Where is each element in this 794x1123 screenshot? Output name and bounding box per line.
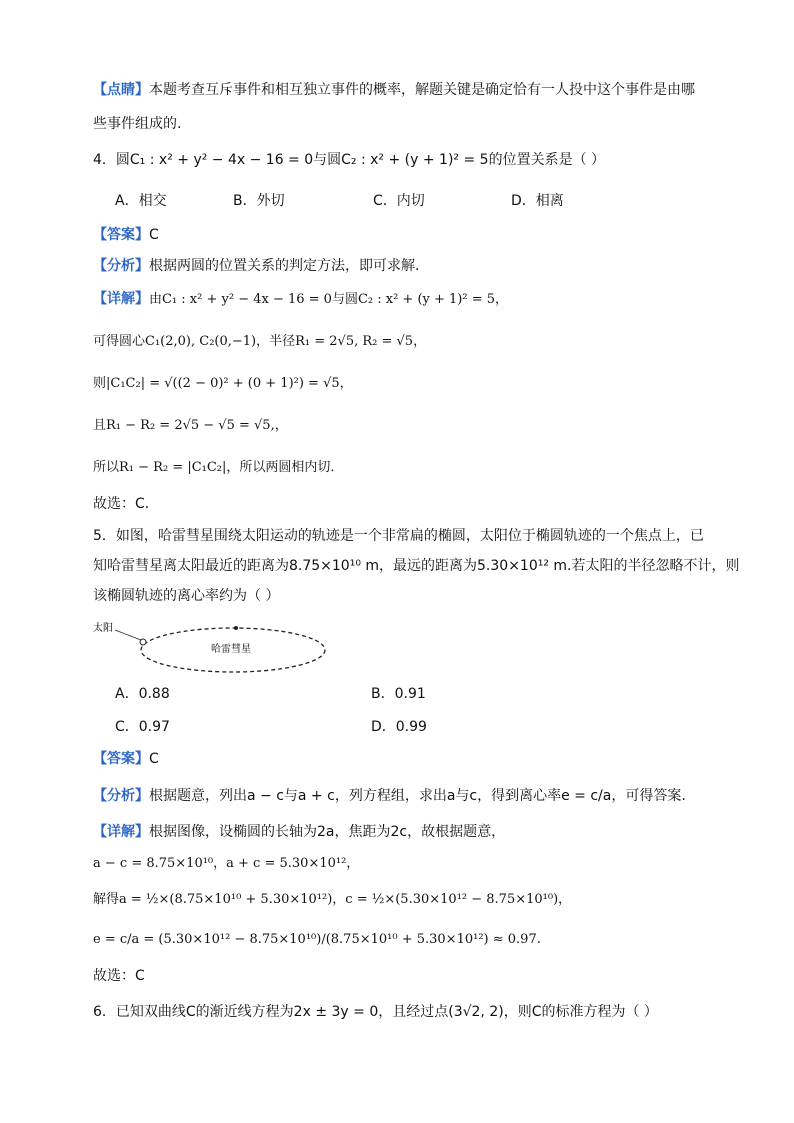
q4-detail-4: 且R₁ − R₂ = 2√5 − √5 = √5,， <box>93 418 288 433</box>
q5-answer-tag: 【答案】 <box>93 751 149 767</box>
q4-answer-tag: 【答案】 <box>93 227 149 243</box>
q4-analysis-tag: 【分析】 <box>93 258 149 274</box>
sun-label: 太阳 <box>93 623 113 634</box>
q5-option-c[interactable]: C．0.97 <box>115 719 170 735</box>
q5-detail-text-1: 根据图像，设椭圆的长轴为2a，焦距为2c，故根据题意， <box>149 824 506 840</box>
q5-detail-tag: 【详解】 <box>93 824 149 840</box>
q5-option-a[interactable]: A．0.88 <box>115 686 170 702</box>
q4-option-a[interactable]: A．相交 <box>115 193 167 209</box>
q4-answer <box>93 225 159 245</box>
q5-detail-2: a − c = 8.75×10¹⁰，a + c = 5.30×10¹²， <box>93 856 360 871</box>
q4-answer-value: C <box>149 227 159 243</box>
q4-option-d[interactable]: D．相离 <box>511 193 564 209</box>
q4-detail-tag: 【详解】 <box>93 291 149 307</box>
q5-detail-5: 故选：C <box>93 968 145 984</box>
q4-analysis-text: 根据两圆的位置关系的判定方法，即可求解． <box>149 258 429 274</box>
halley-orbit-figure <box>93 620 333 680</box>
q4-detail-3: 则|C₁C₂| = √((2 − 0)² + (0 + 1)²) = √5， <box>93 376 353 391</box>
q4-detail-2: 可得圆心C₁(2,0), C₂(0,−1)，半径R₁ = 2√5, R₂ = √5， <box>93 334 427 349</box>
q4-detail-1 <box>93 289 508 310</box>
q4-detail-5: 所以R₁ − R₂ = |C₁C₂|，所以两圆相内切． <box>93 460 344 475</box>
q5-option-b[interactable]: B．0.91 <box>371 686 426 702</box>
q4-option-b[interactable]: B．外切 <box>233 193 285 209</box>
q6-stem: 6．已知双曲线C的渐近线方程为2x ± 3y = 0，且经过点(3√2, 2)，则C的标准方程为（ ） <box>93 1004 658 1020</box>
q5-analysis <box>93 786 686 806</box>
dianjing-line-1 <box>93 80 695 100</box>
q5-answer-value: C <box>149 751 159 767</box>
comet-label: 哈雷彗星 <box>211 644 251 655</box>
q5-detail-4: e = c/a = (5.30×10¹² − 8.75×10¹⁰)/(8.75×10¹⁰ + 5.30×10¹²) ≈ 0.97. <box>93 932 541 947</box>
dianjing-line-2: 些事件组成的. <box>93 116 182 132</box>
comet-marker <box>234 626 238 630</box>
q4-stem: 4．圆C₁ : x² + y² − 4x − 16 = 0与圆C₂ : x² + (y + 1)² = 5的位置关系是（ ） <box>93 152 606 168</box>
q5-detail-3: 解得a = ½×(8.75×10¹⁰ + 5.30×10¹²)，c = ½×(5.30×10¹² − 8.75×10¹⁰)， <box>93 892 572 907</box>
q4-detail-text-1: 由C₁ : x² + y² − 4x − 16 = 0与圆C₂ : x² + (y + 1)² = 5， <box>149 292 509 307</box>
q5-analysis-tag: 【分析】 <box>93 788 149 804</box>
dianjing-tag: 【点睛】 <box>93 82 149 98</box>
orbit-diagram <box>93 620 333 680</box>
dianjing-text-1: 本题考查互斥事件和相互独立事件的概率，解题关键是确定恰有一人投中这个事件是由哪 <box>149 82 695 98</box>
sun-pointer <box>115 630 141 640</box>
q5-answer <box>93 749 159 769</box>
q5-detail-1 <box>93 822 505 842</box>
q4-analysis <box>93 256 429 276</box>
q4-option-c[interactable]: C．内切 <box>373 193 425 209</box>
q5-analysis-text: 根据题意，列出a − c与a + c，列方程组，求出a与c，得到离心率e = c/a，可得答案. <box>149 788 686 804</box>
q4-detail-6: 故选：C． <box>93 496 159 512</box>
q5-stem-3: 该椭圆轨迹的离心率约为（ ） <box>93 588 280 604</box>
q5-option-d[interactable]: D．0.99 <box>371 719 427 735</box>
q5-stem-1: 5．如图，哈雷彗星围绕太阳运动的轨迹是一个非常扁的椭圆，太阳位于椭圆轨迹的一个焦点上，已 <box>93 528 704 544</box>
q5-stem-2: 知哈雷彗星离太阳最近的距离为8.75×10¹⁰ m，最远的距离为5.30×10¹² m.若太阳的半径忽略不计，则 <box>93 558 740 574</box>
